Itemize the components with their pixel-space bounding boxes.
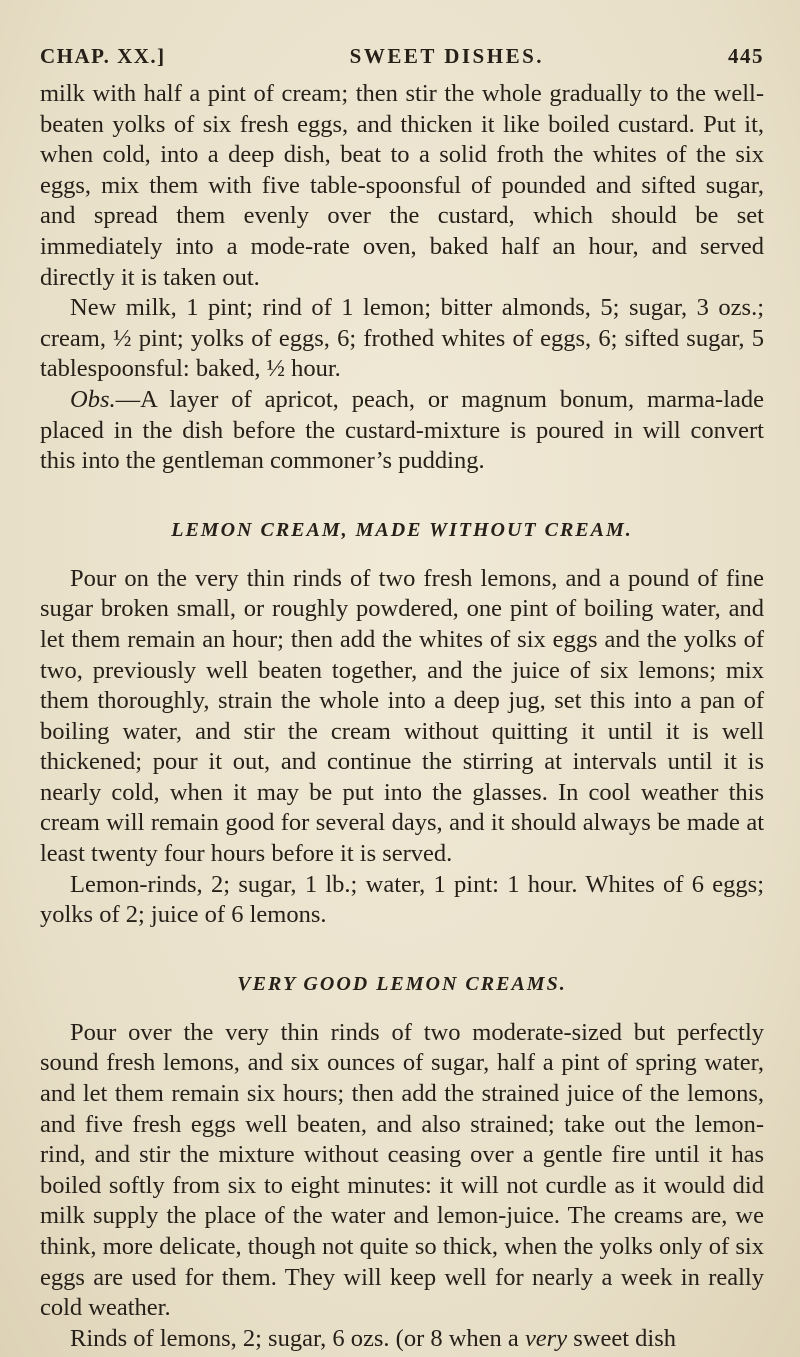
ingredients-paragraph	[40, 1324, 764, 1355]
continued-paragraph: milk with half a pint of cream; then stir the whole gradually to the well-beaten yolks of six fresh eggs, and thicken it like boiled custard. Put it, when cold, into a deep dish, beat to a solid froth the whites of the six eggs, mix them with five table-spoonsful of pounded and sifted sugar, and spread them evenly over the custard, which should be set immediately into a mode-rate oven, baked half an hour, and served directly it is taken out.	[40, 80, 764, 291]
section-heading-lemon-cream: LEMON CREAM, MADE WITHOUT CREAM.	[171, 518, 633, 541]
page-title: SWEET DISHES.	[349, 44, 544, 68]
observation-paragraph	[40, 385, 764, 477]
ingredients-text-end: sweet dish	[567, 1324, 676, 1352]
recipe-paragraph: Pour on the very thin rinds of two fresh lemons, and a pound of fine sugar broken small, or roughly powdered, one pint of boiling water, and let them remain an hour; then add the whites of six eggs and the yolks of two, previously well beaten together, and the juice of six lemons; mix them thoroughly, strain the whole into a deep jug, set this into a pan of boiling water, and stir the cream without quitting it until it is well thickened; pour it out, and continue the stirring at intervals until it is nearly cold, when it may be put into the glasses. In cool weather this cream will remain good for several days, and it should always be made at least twenty four hours before it is served.	[40, 564, 764, 868]
running-head	[40, 44, 764, 69]
ingredients-paragraph: Lemon-rinds, 2; sugar, 1 lb.; water, 1 pint: 1 hour. Whites of 6 eggs; yolks of 2; juice of 6 lemons.	[40, 870, 764, 929]
section-heading-lemon-creams: VERY GOOD LEMON CREAMS.	[237, 972, 567, 995]
page-number: 445	[728, 44, 764, 68]
obs-text: —A layer of apricot, peach, or magnum bonum, marma-lade placed in the dish before the custard-mixture is poured in will convert this into the gentleman commoner’s pudding.	[40, 385, 764, 475]
ingredients-paragraph: New milk, 1 pint; rind of 1 lemon; bitter almonds, 5; sugar, 3 ozs.; cream, ½ pint; yolks of eggs, 6; frothed whites of eggs, 6; sifted sugar, 5 tablespoonsful: baked, ½ hour.	[40, 294, 764, 383]
obs-label: Obs.	[70, 385, 116, 413]
ingredients-emphasis: very	[524, 1324, 568, 1352]
chapter-label: CHAP. XX.]	[40, 44, 166, 68]
ingredients-text: Rinds of lemons, 2; sugar, 6 ozs. (or 8 when a	[70, 1324, 525, 1352]
recipe-paragraph: Pour over the very thin rinds of two moderate-sized but perfectly sound fresh lemons, and six ounces of sugar, half a pint of spring water, and let them remain six hours; then add the strained juice of the lemons, and five fresh eggs well beaten, and also strained; take out the lemon-rind, and stir the mixture without ceasing over a gentle fire until it has boiled softly from six to eight minutes: it will not curdle as it would did milk supply the place of the water and lemon-juice. The creams are, we think, more delicate, though not quite so thick, when the yolks only of six eggs are used for them. They will keep well for nearly a week in really cold weather.	[40, 1018, 764, 1322]
